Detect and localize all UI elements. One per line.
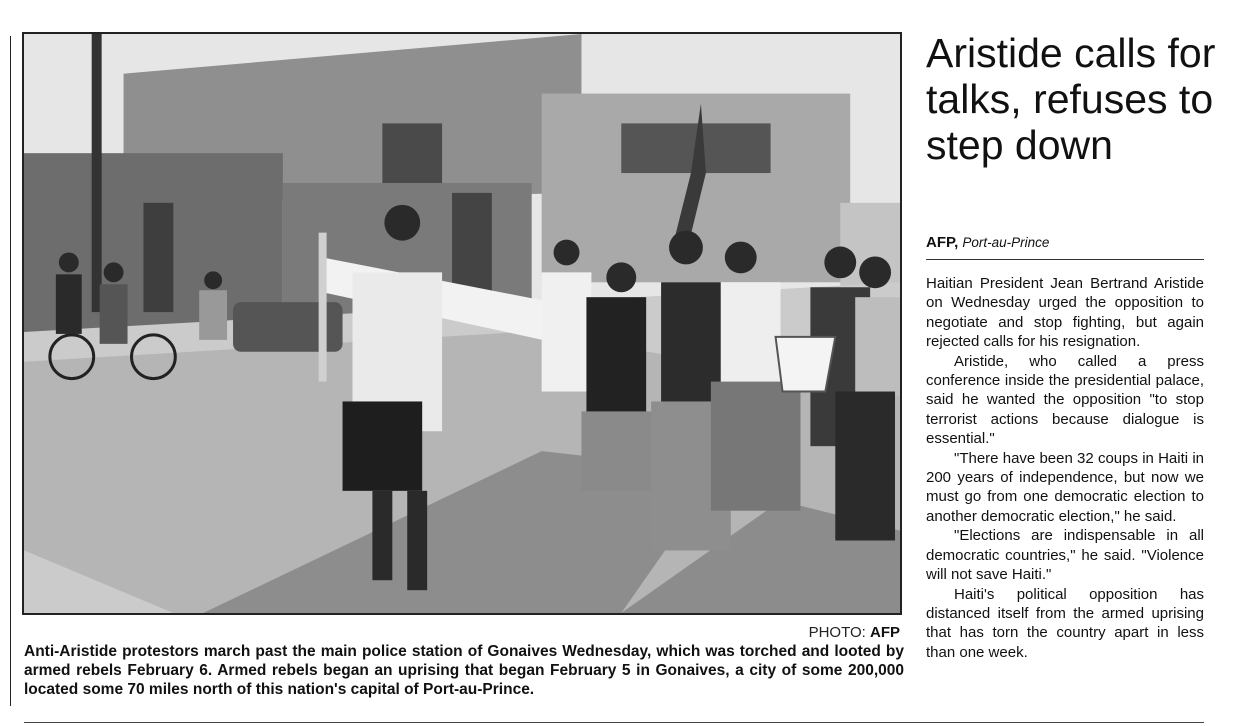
byline-divider [926, 259, 1204, 260]
byline-place: Port-au-Prince [962, 235, 1050, 250]
photo-credit-label: PHOTO: [808, 624, 866, 641]
headline: Aristide calls for talks, refuses to step down [926, 30, 1216, 168]
column-divider [10, 36, 11, 706]
article-paragraph: Haitian President Jean Bertrand Aristide on Wednesday urged the opposition to negotiate and stop fighting, but again rejected calls for his resignation. [926, 275, 1204, 351]
byline-agency: AFP, [926, 234, 959, 251]
news-photo [22, 32, 902, 615]
photo-caption: Anti-Aristide protestors march past the main police station of Gonaives Wednesday, which was torched and looted by armed rebels February 6. Armed rebels began an uprising that began February 5 in Gonaives, a city of some 200,000 located some 70 miles north of this nation's capital of Port-au-Prince. [24, 643, 904, 698]
bottom-divider [24, 722, 1204, 723]
article-paragraph: Aristide, who called a press conference inside the presidential palace, said he wanted the opposition "to stop terrorist actions because dialogue is essential." [926, 352, 1204, 448]
byline [926, 234, 1049, 251]
article-paragraph: Haiti's political opposition has distanced itself from the armed uprising that has torn the country apart in less than one week. [926, 585, 1204, 661]
article-paragraph: "There have been 32 coups in Haiti in 200 years of independence, but now we must go from one democratic election to another democratic election," he said. [926, 449, 1204, 525]
protest-march-photo [24, 34, 900, 613]
article-paragraph: "Elections are indispensable in all democratic countries," he said. "Violence will not save Haiti." [926, 527, 1204, 584]
photo-credit [700, 624, 900, 641]
photo-credit-agency: AFP [870, 624, 900, 641]
article-body [926, 274, 1204, 662]
